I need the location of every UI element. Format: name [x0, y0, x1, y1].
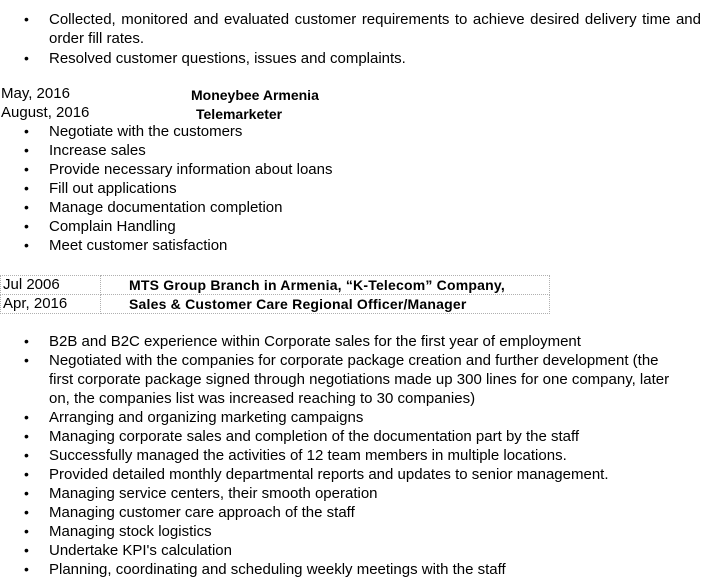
list-item: • Negotiated with the companies for corporate package creation and further development (the first corporate package signed through negotiations made up 300 lines for one company, later on, the companies list was increased reaching to 30 companies) [0, 351, 705, 408]
list-item: • Successfully managed the activities of 12 team members in multiple locations. [0, 446, 705, 465]
moneybee-end-date: August, 2016 [1, 104, 90, 121]
list-item: • Complain Handling [0, 217, 705, 236]
mts-bullets [0, 332, 705, 579]
list-item: • Managing corporate sales and completion of the documentation part by the staff [0, 427, 705, 446]
list-item: • Managing stock logistics [0, 522, 705, 541]
list-item: • Provide necessary information about loans [0, 160, 705, 179]
list-item: • Provided detailed monthly departmental reports and updates to senior management. [0, 465, 705, 484]
list-item: • Meet customer satisfaction [0, 236, 705, 255]
mts-start-date: Jul 2006 [1, 276, 101, 295]
company-name: Moneybee Armenia [191, 87, 319, 103]
mts-company: MTS Group Branch in Armenia, “K-Telecom” Company, [101, 276, 550, 295]
list-item: • Negotiate with the customers [0, 122, 705, 141]
list-item: • Collected, monitored and evaluated customer requirements to achieve desired delivery time and order fill rates. [0, 10, 705, 48]
list-item: • Arranging and organizing marketing campaigns [0, 408, 705, 427]
list-item: • Undertake KPI's calculation [0, 541, 705, 560]
list-item: • Managing service centers, their smooth operation [0, 484, 705, 503]
mts-end-date: Apr, 2016 [1, 295, 101, 314]
moneybee-start-date: May, 2016 [1, 85, 70, 102]
list-item: • Managing customer care approach of the staff [0, 503, 705, 522]
list-item: • Planning, coordinating and scheduling weekly meetings with the staff [0, 560, 705, 579]
list-item: • Manage documentation completion [0, 198, 705, 217]
list-item: • Fill out applications [0, 179, 705, 198]
list-item: • B2B and B2C experience within Corporate sales for the first year of employment [0, 332, 705, 351]
list-item: • Increase sales [0, 141, 705, 160]
mts-job-title: Sales & Customer Care Regional Officer/Manager [101, 295, 550, 314]
moneybee-bullets [0, 122, 705, 255]
moneybee-company [191, 86, 319, 105]
mts-job-header-table [0, 275, 550, 314]
list-item: • Resolved customer questions, issues and complaints. [0, 49, 705, 68]
previous-job-bullets [0, 10, 705, 68]
job-title: Telemarketer [196, 106, 283, 122]
